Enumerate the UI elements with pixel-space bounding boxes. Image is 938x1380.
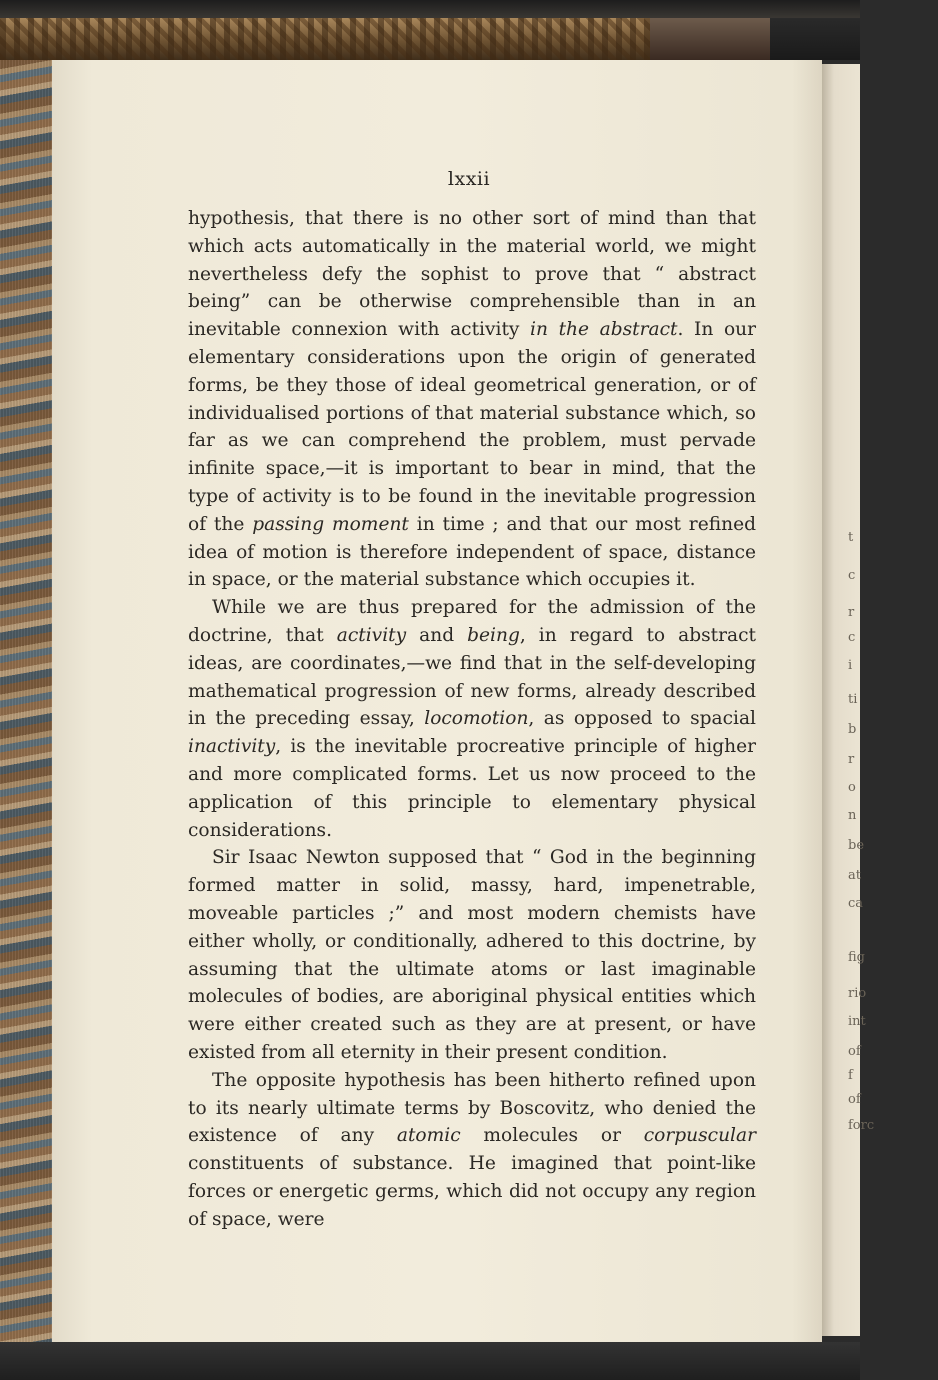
italic-phrase: inactivity [188, 736, 276, 758]
text-run: , in regard to abstract ideas, are coordinates,—we find that in the self-developing mathematical progression of new forms, already described in the preceding essay, [188, 624, 756, 730]
text-run: While we are thus prepared for the admission of the doctrine, that [188, 597, 756, 646]
next-page-edge [822, 64, 875, 1336]
italic-phrase: activity [336, 624, 407, 646]
next-page-fragment: fig [848, 950, 865, 965]
background-corner [770, 18, 860, 60]
paragraph [188, 205, 756, 594]
text-run: and [406, 624, 468, 646]
body-text [188, 205, 756, 1233]
next-page-fragment: at [848, 868, 861, 883]
next-page-fragment: ti [848, 692, 858, 707]
next-page-fragment: i [848, 658, 853, 673]
italic-phrase: passing moment [252, 513, 409, 535]
next-page-fragment: forc [848, 1118, 875, 1133]
text-run: . In our elementary considerations upon the origin of generated forms, be they those of ideal geometrical generation, or of individualised portions of that material substance which, so far as we can comprehend the problem, must pervade infinite space,—it is important to bear in mind, that the type of activity is to be found in the inevitable progression of the [188, 319, 757, 535]
next-page-fragment: of [848, 1092, 861, 1107]
page-number: lxxii [447, 168, 491, 190]
next-page-fragment: n [848, 808, 857, 823]
text-run: molecules or [460, 1125, 644, 1147]
next-page-fragment: int [848, 1014, 866, 1029]
next-page-fragment: b [848, 722, 857, 737]
text-run: constituents of substance. He imagined that point-like forces or energetic germs, which did not occupy any region of space, were [188, 1153, 756, 1230]
paragraph [188, 594, 756, 844]
italic-phrase: atomic [396, 1125, 461, 1147]
next-page-fragment: rio [848, 986, 867, 1001]
top-dark-band [0, 0, 860, 18]
next-page-fragment: of [848, 1044, 861, 1059]
italic-phrase: being [467, 624, 520, 646]
next-page-fragment: r [848, 605, 855, 620]
binding-edge [650, 18, 770, 60]
marbled-text-block-edge [0, 60, 52, 1342]
text-run: , is the inevitable procreative principle of higher and more complicated forms. Let us now proceed to the application of this principle to elementary physical considerations. [188, 736, 756, 841]
next-page-fragment: ca [848, 896, 864, 911]
text-run: , as opposed to spacial [528, 708, 756, 730]
bottom-dark-band [0, 1342, 860, 1380]
next-page-fragment: f [848, 1068, 853, 1083]
text-run: Sir Isaac Newton supposed that “ God in the beginning formed matter in solid, massy, hard, impenetrable, moveable particles ;” and most modern chemists have either wholly, or conditionally, adhered to this doctrine, by assuming that the ultimate atoms or last imaginable molecules of bodies, are aboriginal physical entities which were either created such as they are at present, or have existed from all eternity in their present condition. [188, 847, 756, 1063]
next-page-fragment: be [848, 838, 865, 853]
text-run: in time ; and that our most refined idea of motion is therefore independent of space, distance in space, or the material substance which occupies it. [188, 513, 756, 591]
paragraph [188, 844, 756, 1066]
next-page-fragment: r [848, 752, 855, 767]
next-page-fragment: c [848, 568, 856, 583]
next-page-fragment: o [848, 780, 856, 795]
italic-phrase: in the abstract [530, 319, 678, 341]
text-run: The opposite hypothesis has been hitherto refined upon to its nearly ultimate terms by Boscovitz, who denied the existence of any [188, 1069, 756, 1147]
italic-phrase: locomotion [424, 708, 529, 730]
italic-phrase: corpuscular [643, 1125, 756, 1147]
next-page-fragment: c [848, 630, 856, 645]
next-page-fragment: t [848, 530, 854, 545]
paragraph [188, 1067, 756, 1234]
text-run: hypothesis, that there is no other sort of mind than that which acts automatically in the material world, we might nevertheless defy the sophist to prove that “ abstract being” can be otherwise comprehensible than in an inevitable connexion with activity [188, 208, 756, 341]
gilt-page-edge [0, 18, 650, 60]
